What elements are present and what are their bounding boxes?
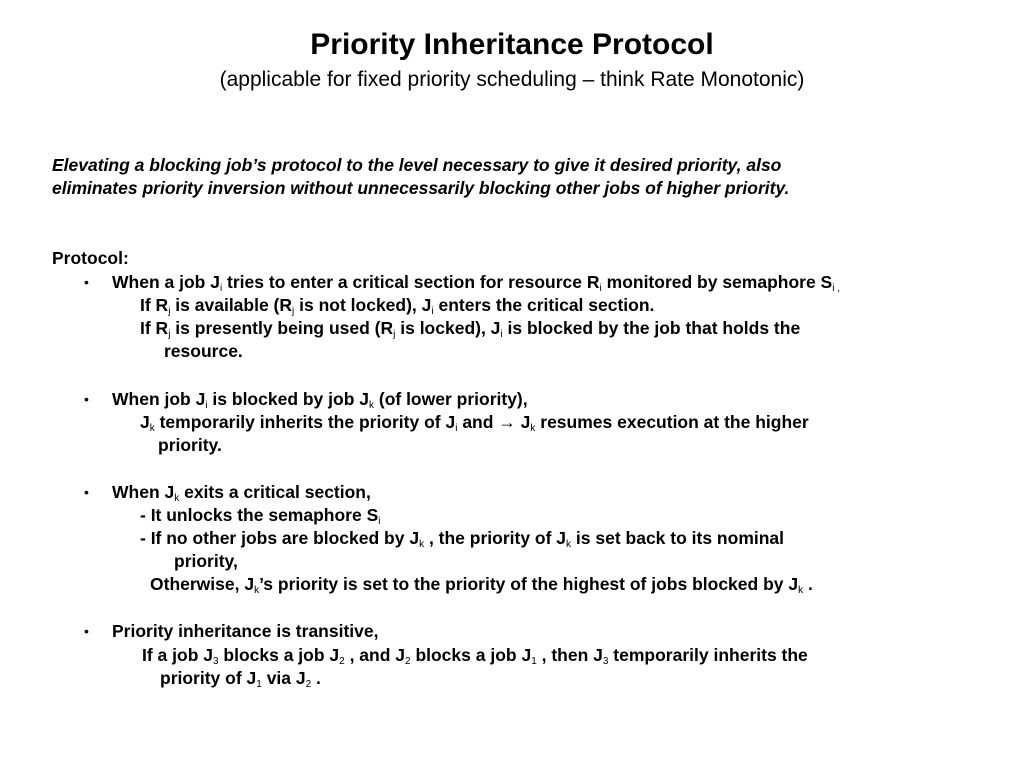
bullet-4-glyph: • xyxy=(84,623,89,639)
bullet-3-line-1: When $J_k$ exits a critical section, xyxy=(112,482,371,504)
bullet-3-line-5: Otherwise, $J_k’s$ priority is set to the priority of the highest of jobs blocked by $J_k$ . xyxy=(150,574,813,596)
bullet-4-line-3: priority of $J_1$ via $J_2$ . xyxy=(160,668,321,690)
bullet-4-line-1: Priority inheritance is transitive, xyxy=(112,621,379,641)
bullet-1-line-4: resource. xyxy=(164,341,243,361)
bullet-1-line-2: If $R_j$ is available ($R_j$ is not locked), $J_i$ enters the critical section. xyxy=(140,295,655,317)
bullet-2-line-3: priority. xyxy=(158,435,222,455)
bullet-1-line-1: When a job $J_i$ tries to enter a critical section for resource $R_i$ monitored by semaphore $S_i$ $_,$ xyxy=(112,272,841,294)
intro-line-1: Elevating a blocking job’s protocol to the level necessary to give it desired priority, also xyxy=(52,155,782,175)
bullet-2-line-1: When job $J_i$ is blocked by job $J_k$ (of lower priority), xyxy=(112,389,528,411)
slide-title: Priority Inheritance Protocol xyxy=(310,28,714,61)
bullet-4-line-2: If a job $J_3$ blocks a job $J_2$ , and $J_2$ blocks a job $J_1$ , then $J_3$ temporarily inherits the xyxy=(142,645,808,667)
bullet-1-line-3: If $R_j$ is presently being used ($R_j$ is locked), $J_i$ is blocked by the job that holds the xyxy=(140,318,801,340)
bullet-3-line-4: priority, xyxy=(174,551,238,571)
slide-subtitle: (applicable for fixed priority scheduling – think Rate Monotonic) xyxy=(219,68,805,91)
bullet-3-line-2: - It unlocks the semaphore $S_i$ xyxy=(140,505,381,527)
bullet-1-glyph: • xyxy=(84,274,89,290)
bullet-3-line-3: - If no other jobs are blocked by $J_k$ , the priority of $J_k$ is set back to its nominal xyxy=(140,528,785,550)
protocol-heading: Protocol: xyxy=(52,248,129,268)
bullet-3-glyph: • xyxy=(84,484,89,500)
arrow-right-icon: → xyxy=(498,412,516,432)
bullet-2-glyph: • xyxy=(84,391,89,407)
intro-line-2: eliminates priority inversion without unnecessarily blocking other jobs of higher priority. xyxy=(52,178,790,198)
bullet-2-line-2: $J_k$ temporarily inherits the priority of $J_i$ and → $J_k$ resumes execution at the higher xyxy=(140,412,809,434)
